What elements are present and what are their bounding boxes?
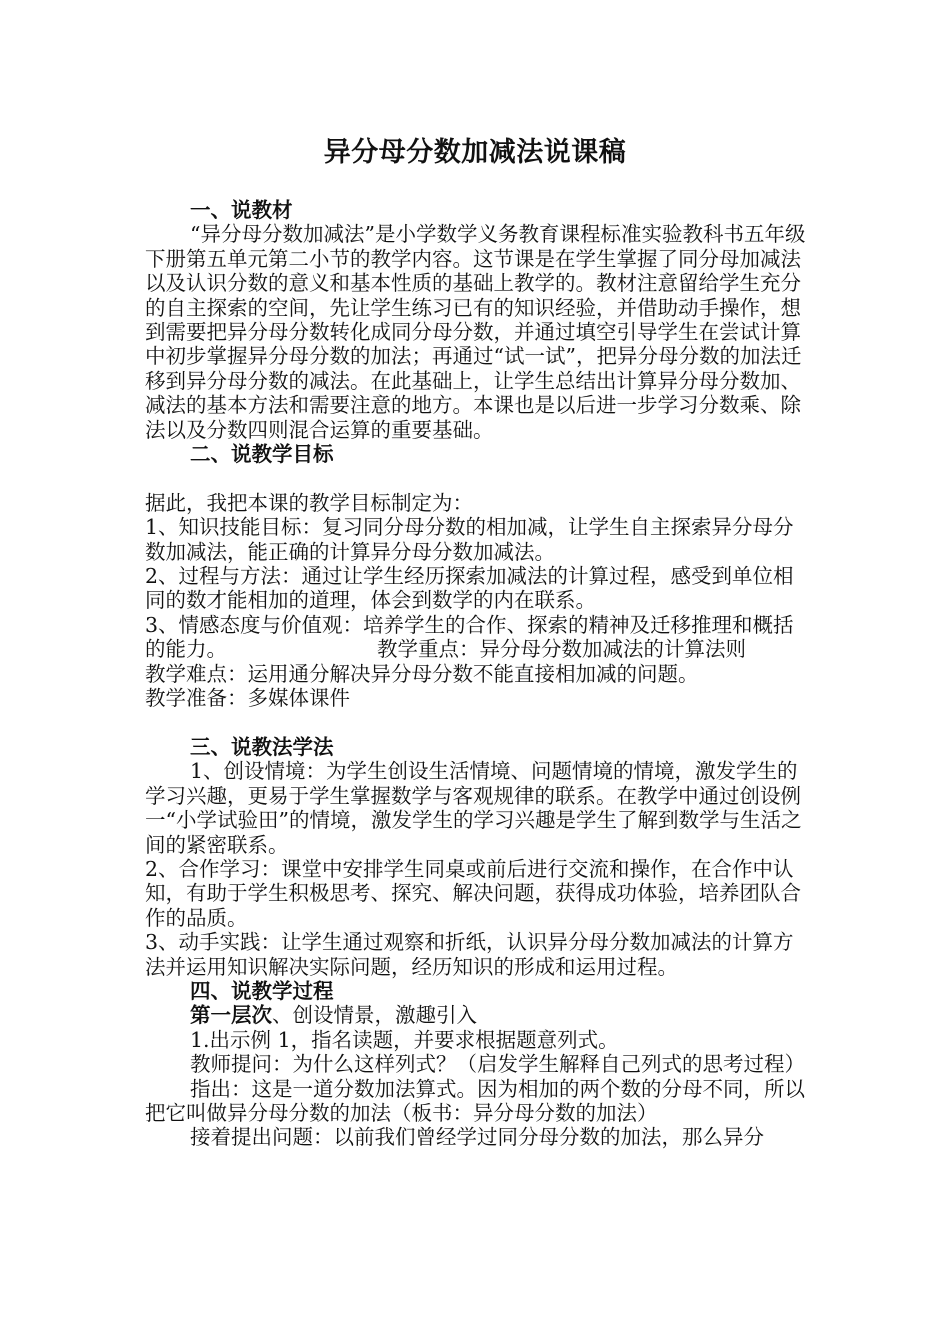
goal-emotion: 3、情感态度与价值观：培养学生的合作、探索的精神及迁移推理和概括的能力。 xyxy=(145,612,794,662)
level1-text: 、创设情景，激趣引入 xyxy=(272,1003,477,1028)
document-title: 异分母分数加减法说课稿 xyxy=(323,137,627,168)
document-body xyxy=(145,198,813,1150)
method-item-3: 3、动手实践：让学生通过观察和折纸，认识异分母分数加减法的计算方法并运用知识解决实际问题，经历知识的形成和运用过程。 xyxy=(145,930,794,979)
teacher-question: 教师提问：为什么这样列式？（启发学生解释自己列式的思考过程） xyxy=(190,1052,805,1077)
goal-knowledge: 1、知识技能目标：复习同分母分数的相加减，让学生自主探索异分母分数加减法，能正确的计算异分母分数加减法。 xyxy=(145,515,794,564)
follow-up-question: 接着提出问题：以前我们曾经学过同分母分数的加法，那么异分 xyxy=(190,1125,764,1150)
method-item-1: 1、创设情境：为学生创设生活情境、问题情境的情境，激发学生的学习兴趣，更易于学生掌握数学与客观规律的联系。在教学中通过创设例一“小学试验田”的情境，激发学生的学习兴趣是学生了解到数学与生活之间的紧密联系。 xyxy=(145,759,802,857)
goals-intro: 据此，我把本课的教学目标制定为： xyxy=(145,490,473,515)
difficulty: 教学难点：运用通分解决异分母分数不能直接相加减的问题。 xyxy=(145,661,699,686)
level1-line xyxy=(145,1003,813,1027)
blank-line xyxy=(145,711,813,735)
preparation: 教学准备：多媒体课件 xyxy=(145,686,350,711)
method-item-2: 2、合作学习：课堂中安排学生同桌或前后进行交流和操作，在合作中认知，有助于学生积极思考、探究、解决问题，获得成功体验，培养团队合作的品质。 xyxy=(145,856,801,930)
section-heading-methods: 三、说教法学法 xyxy=(190,734,334,759)
key-point: 教学重点：异分母分数加减法的计算法则 xyxy=(377,637,746,662)
point-out: 指出：这是一道分数加法算式。因为相加的两个数的分母不同，所以把它叫做异分母分数的加法（板书：异分母分数的加法） xyxy=(145,1076,805,1125)
textbook-paragraph: “异分母分数加减法”是小学数学义务教育课程标准实验教科书五年级下册第五单元第二小节的教学内容。这节课是在学生掌握了同分母加减法以及认识分数的意义和基本性质的基础上教学的。教材注意留给学生充分的自主探索的空间，先让学生练习已有的知识经验，并借助动手操作，想到需要把异分母分数转化成同分母分数，并通过填空引导学生在尝试计算中初步掌握异分母分数的加法；再通过“试一试”，把异分母分数的加法迁移到异分母分数的减法。在此基础上，让学生总结出计算异分母分数加、减法的基本方法和需要注意的地方。本课也是以后进一步学习分数乘、除法以及分数四则混合运算的重要基础。 xyxy=(145,222,806,442)
goal-emotion-line xyxy=(145,613,813,662)
section-heading-process: 四、说教学过程 xyxy=(190,978,334,1003)
level1-label: 第一层次 xyxy=(190,1003,272,1028)
goal-process: 2、过程与方法：通过让学生经历探索加减法的计算过程，感受到单位相同的数才能相加的道理，体会到数学的内在联系。 xyxy=(145,564,794,613)
process-step-1: 1.出示例 1，指名读题，并要求根据题意列式。 xyxy=(190,1027,619,1052)
section-heading-textbook: 一、说教材 xyxy=(190,198,293,222)
section-heading-goals: 二、说教学目标 xyxy=(190,442,334,467)
blank-line xyxy=(145,466,813,490)
